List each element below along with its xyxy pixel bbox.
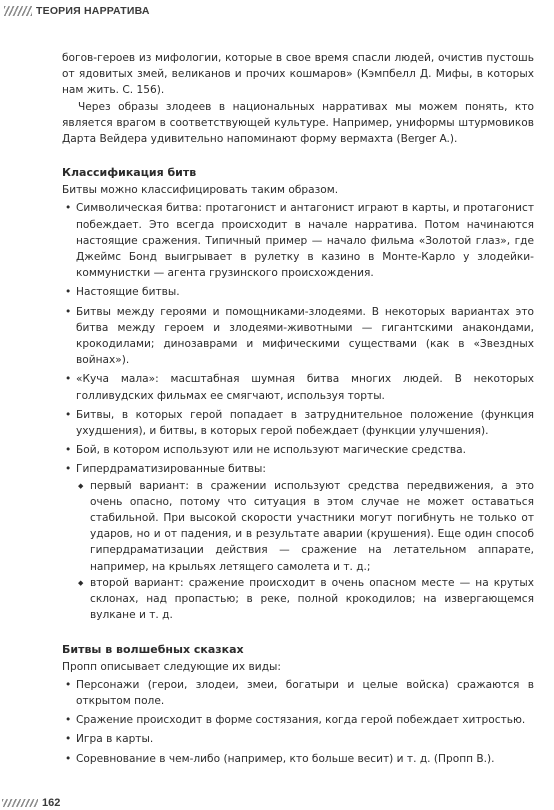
page-content (62, 50, 534, 770)
list-item: • Битвы между героями и помощниками-злодеями. В некоторых вариантах это битва между героем и злодеями-животными — гигантскими анакондами, крокодилами; динозаврами и мифическими существами (как в «Звездных войнах»). (62, 304, 534, 369)
section-lead: Битвы можно классифицировать таким образом. (62, 184, 339, 197)
list-item: • Настоящие битвы. (62, 284, 534, 300)
intro-paragraph: богов-героев из мифологии, которые в свое время спасли людей, очистив пустошь от ядовитых змей, великанов и прочих кошмаров» (Кэмпбелл Д. Мифы, в которых нам жить. С. 156). (62, 52, 534, 97)
list-item-hyperdramatized (62, 461, 534, 623)
section-lead: Пропп описывает следующие их виды: (62, 660, 281, 673)
list-item-label: Гипердраматизированные битвы: (76, 463, 266, 476)
page-folio (0, 796, 80, 810)
running-head (0, 0, 554, 22)
section-heading-battle-classification: Классификация битв (62, 166, 197, 180)
battle-types-list (62, 200, 534, 623)
section-heading-fairytale-battles: Битвы в волшебных сказках (62, 642, 244, 656)
list-item: • Сражение происходит в форме состязания, когда герой побеждает хитростью. (62, 712, 534, 728)
list-item: • Бой, в котором используют или не используют магические средства. (62, 442, 534, 458)
list-item: • Символическая битва: протагонист и антагонист играют в карты, и протагонист побеждает. Это всегда происходит в начале нарратива. Потом начинаются настоящие сражения. Типичный пример — начало фильма «Золотой глаз», где Джеймс Бонд выигрывает в рулетку в казино в Монте-Карло у злодейки-коммунистки — агента грузинского происхождения. (62, 200, 534, 281)
sub-list-item: ◆ второй вариант: сражение происходит в очень опасном месте — на крутых склонах, над пропастью; в реке, полной крокодилов; на извергающемся вулкане и т. д. (76, 575, 534, 624)
running-title: ТЕОРИЯ НАРРАТИВА (36, 5, 150, 17)
list-item: • «Куча мала»: масштабная шумная битва многих людей. В некоторых голливудских фильмах ее смягчают, используя торты. (62, 371, 534, 403)
intro-paragraph: Через образы злодеев в национальных нарративах мы можем понять, кто является врагом в соответствующей культуре. Например, униформы штурмовиков Дарта Вейдера удивительно напоминают форму вермахта (Berger A.). (62, 100, 534, 146)
hatch-ornament (2, 799, 38, 807)
list-item: • Персонажи (герои, злодеи, змеи, богатыри и целые войска) сражаются в открытом поле. (62, 677, 534, 709)
page-number: 162 (42, 797, 61, 809)
sub-list (76, 478, 534, 624)
sub-list-item: ◆ первый вариант: в сражении используют средства передвижения, а это очень опасно, потому что ситуация в этом случае не может оставаться стабильной. При высокой скорости участники могут погибнуть не только от ударов, но и от падения, и в результате аварии (крушения). Еще один способ гипердраматизации действия — сражение на летательном аппарате, например, на крыльях летящего самолета и т. д.; (76, 478, 534, 575)
list-item: • Соревнование в чем-либо (например, кто больше весит) и т. д. (Пропп В.). (62, 751, 534, 767)
list-item: • Игра в карты. (62, 731, 534, 747)
hatch-ornament (4, 6, 32, 16)
fairytale-battles-list (62, 677, 534, 767)
list-item: • Битвы, в которых герой попадает в затруднительное положение (функция ухудшения), и битвы, в которых герой побеждает (функции улучшения). (62, 407, 534, 439)
